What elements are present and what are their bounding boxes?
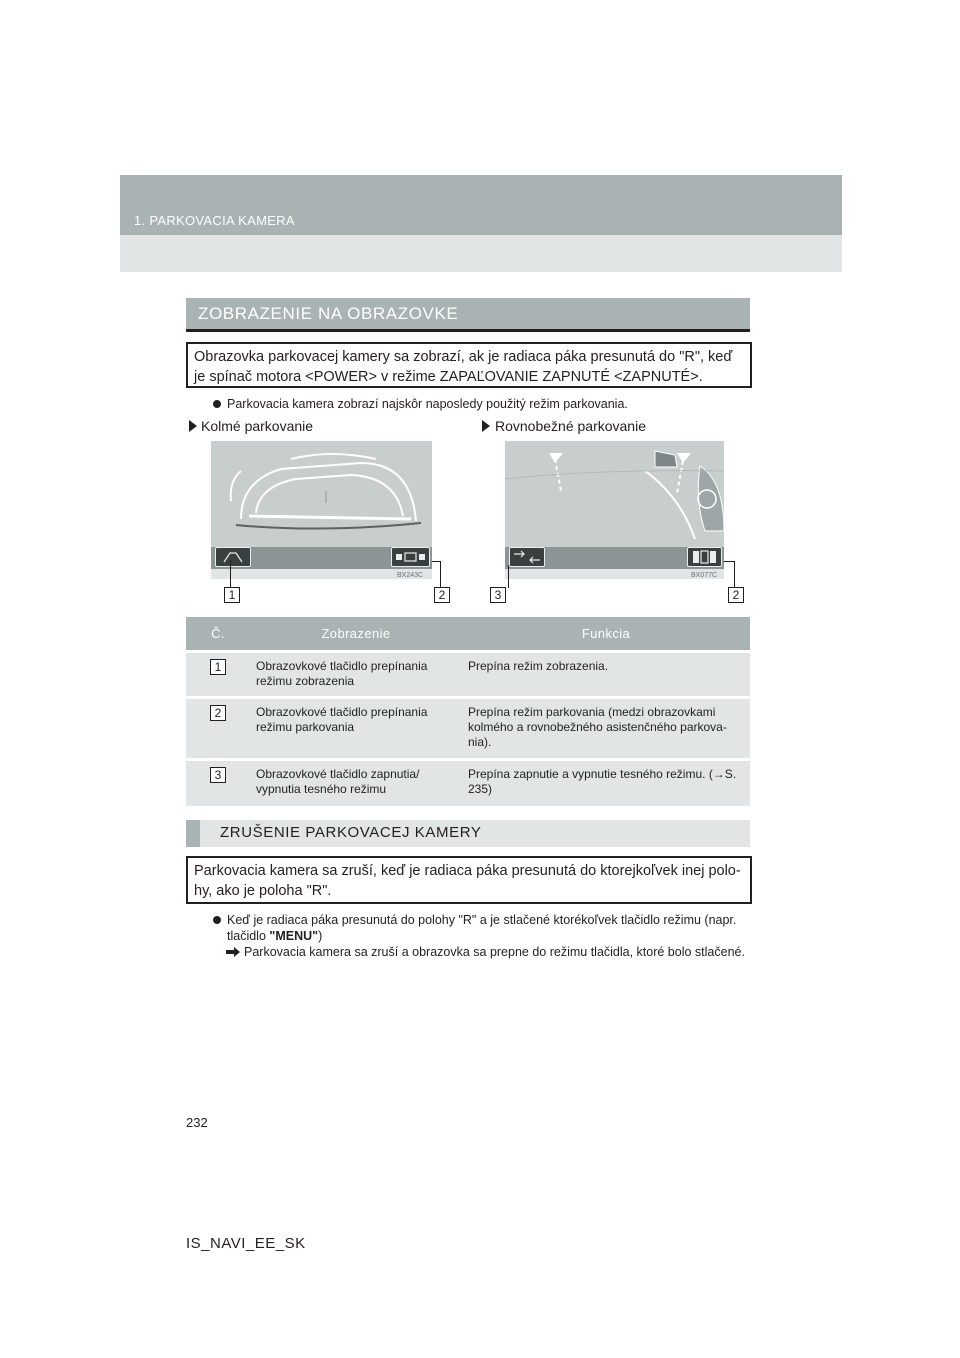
figure-code: BX243C (397, 572, 424, 579)
display-mode-button[interactable] (215, 547, 251, 567)
result-arrow-icon (226, 947, 240, 957)
table-cell-number (186, 698, 250, 760)
info-box: Parkovacia kamera sa zruší, keď je radiaca páka presunutá do ktorejkoľvek inej polo-hy, ako je poloha "R". (186, 856, 752, 904)
callout-number: 3 (210, 767, 226, 783)
header-subband (120, 235, 842, 272)
page-number: 232 (186, 1115, 208, 1130)
arrow-marker (189, 420, 197, 432)
table-header-row (186, 617, 750, 652)
table-cell-number (186, 760, 250, 806)
bullet-text-part: Keď je radiaca páka presunutá do polohy "R" a je stlačené ktorékoľvek tlačidlo režimu (napr. tlačidlo (227, 913, 737, 943)
table-cell-number (186, 652, 250, 698)
table-cell-display: Obrazovkové tlačidlo prepínania režimu zobrazenia (250, 652, 462, 698)
caption-left: Kolmé parkovanie (201, 418, 314, 434)
table-row (186, 760, 750, 806)
section-heading-marker (186, 820, 200, 847)
camera-screen-perpendicular (211, 441, 432, 579)
caption-right: Rovnobežné parkovanie (495, 418, 646, 434)
arrow-marker (482, 420, 490, 432)
bullet-dot (213, 400, 221, 408)
callout-leader (734, 561, 735, 588)
close-mode-button[interactable] (509, 547, 545, 567)
column-header-display: Zobrazenie (250, 617, 462, 652)
section-heading-text: ZRUŠENIE PARKOVACEJ KAMERY (220, 824, 482, 841)
parking-mode-button[interactable] (687, 547, 722, 567)
result-text: Parkovacia kamera sa zruší a obrazovka sa prepne do režimu tlačidla, ktoré bolo stlačené. (244, 945, 745, 959)
table-row (186, 652, 750, 698)
bullet-text: Parkovacia kamera zobrazí najskôr naposledy použitý režim parkovania. (227, 397, 628, 411)
camera-screen-parallel (505, 441, 724, 579)
callout-leader (432, 561, 440, 562)
table-cell-function: Prepína režim parkovania (medzi obrazovkami kolmého a rovnobežného asistenčného parkova-nia). (462, 698, 750, 760)
parallel-guide-lines (505, 441, 724, 547)
info-box: Obrazovka parkovacej kamery sa zobrazí, ak je radiaca páka presunutá do "R", keď je spínač motora <POWER> v režime ZAPAĽOVANIE ZAPNUTÉ <ZAPNUTÉ>. (186, 342, 752, 388)
close-mode-icon (510, 548, 544, 566)
display-mode-icon (216, 548, 250, 566)
column-header-number: Č. (186, 617, 250, 652)
function-table (186, 617, 750, 806)
menu-button-reference: "MENU" (269, 929, 319, 943)
guide-lines (211, 441, 432, 547)
bullet-text (227, 912, 747, 944)
parking-mode-button[interactable] (391, 547, 430, 567)
section-rule (186, 329, 750, 332)
table-cell-function: Prepína zapnutie a vypnutie tesného režimu. (→S. 235) (462, 760, 750, 806)
bullet-dot (213, 916, 221, 924)
document-code: IS_NAVI_EE_SK (186, 1235, 306, 1252)
callout-number: 2 (434, 587, 450, 603)
chapter-title: 1. PARKOVACIA KAMERA (134, 213, 295, 228)
callout-number: 2 (210, 705, 226, 721)
table-row (186, 698, 750, 760)
section-heading-cancel (186, 820, 750, 847)
callout-number: 1 (224, 587, 240, 603)
callout-number: 1 (210, 659, 226, 675)
parking-mode-icon (392, 548, 429, 566)
parking-mode-icon (688, 548, 721, 566)
section-heading-display (186, 298, 750, 329)
callout-number: 2 (728, 587, 744, 603)
table-cell-display: Obrazovkové tlačidlo zapnutia/ vypnutia tesného režimu (250, 760, 462, 806)
figure-code: BX077C (691, 572, 718, 579)
bullet-text-part: ) (318, 929, 323, 943)
callout-number: 3 (490, 587, 506, 603)
column-header-function: Funkcia (462, 617, 750, 652)
table-cell-function: Prepína režim zobrazenia. (462, 652, 750, 698)
callout-leader (508, 565, 509, 588)
section-heading-text: ZOBRAZENIE NA OBRAZOVKE (198, 304, 459, 323)
callout-leader (440, 561, 441, 588)
callout-leader (724, 561, 734, 562)
table-cell-display: Obrazovkové tlačidlo prepínania režimu parkovania (250, 698, 462, 760)
